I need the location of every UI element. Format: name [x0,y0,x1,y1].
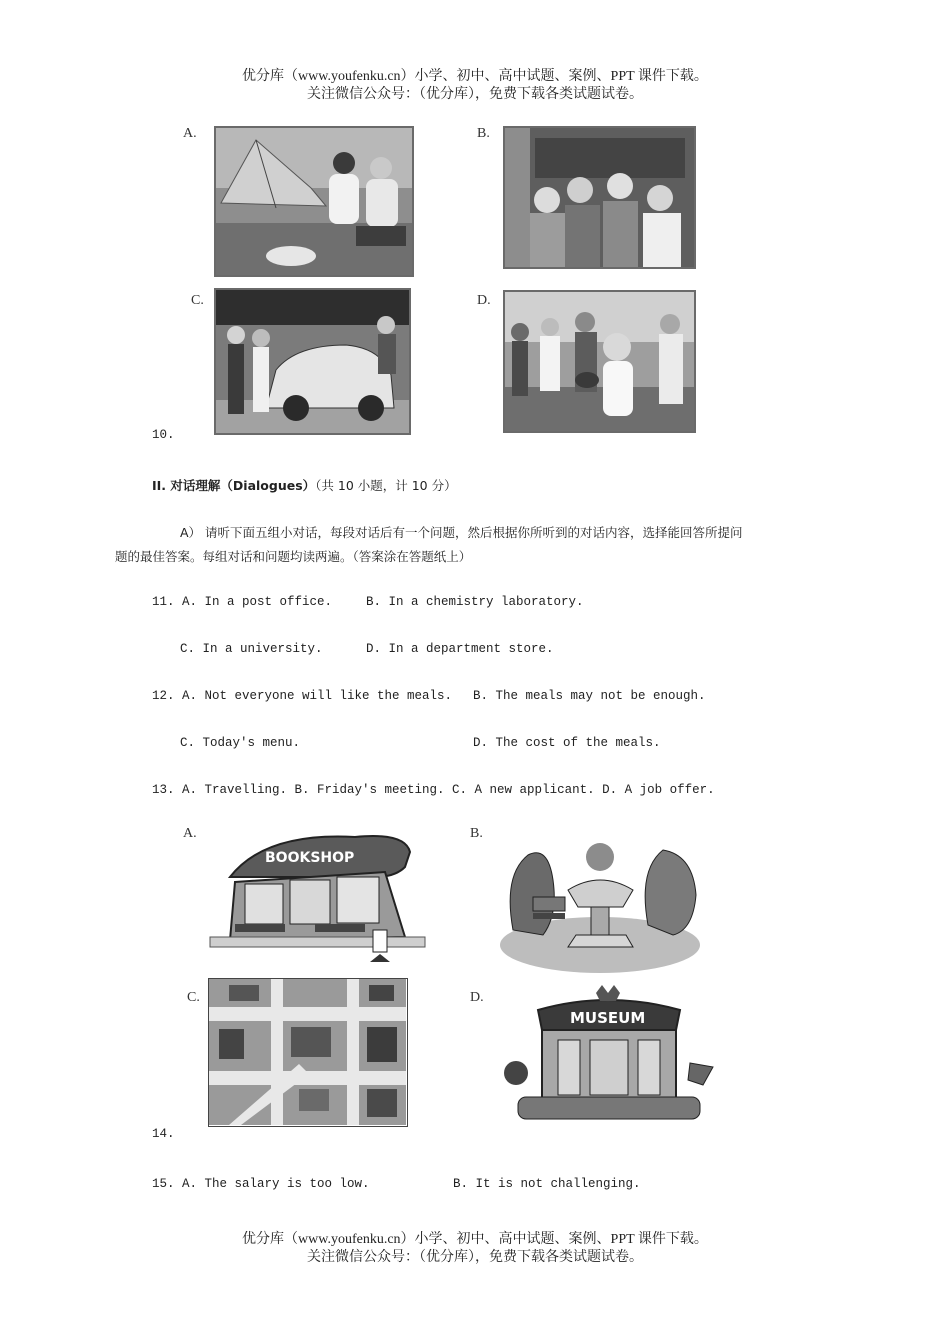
footer-line-1: 优分库（www.youfenku.cn）小学、初中、高中试题、案例、PPT 课件下载。 [242,1232,708,1247]
q11-option-b: B. In a chemistry laboratory. [366,595,584,609]
camping-photo [214,126,414,277]
q10-option-b-label: B. [477,126,490,141]
party-photo [503,126,696,269]
q12-option-d: D. The cost of the meals. [473,736,661,750]
q14-option-a-label: A. [183,826,197,841]
instruction-line-1: A） 请听下面五组小对话，每段对话后有一个问题，然后根据你所听到的对话内容，选择能回答所提问 [180,525,743,540]
museum-sign: MUSEUM [570,1009,646,1027]
q14-option-b-label: B. [470,826,483,841]
museum-drawing [498,985,720,1130]
bookshop-drawing [205,822,430,972]
q10-option-c-label: C. [191,293,204,308]
q14-option-d-label: D. [470,990,484,1005]
bookshop-sign: BOOKSHOP [265,850,355,866]
q11-option-a: 11. A. In a post office. [152,595,333,609]
park-fountain-drawing [498,835,703,975]
footer-line-2: 关注微信公众号：（优分库），免费下载各类试题试卷。 [307,1250,643,1265]
q14-option-c-label: C. [187,990,200,1005]
header-line-2: 关注微信公众号：（优分库），免费下载各类试题试卷。 [307,87,643,102]
q10-number: 10. [152,428,175,442]
header-line-1: 优分库（www.youfenku.cn）小学、初中、高中试题、案例、PPT 课件下载。 [242,69,708,84]
football-photo [503,290,696,433]
q13-options: 13. A. Travelling. B. Friday's meeting. C. A new applicant. D. A job offer. [152,783,715,797]
instruction-line-2: 题的最佳答案。每组对话和问题均读两遍。（答案涂在答题纸上） [115,549,472,564]
street-map-drawing [208,978,408,1127]
q12-option-a: 12. A. Not everyone will like the meals. [152,689,453,703]
q10-option-a-label: A. [183,126,197,141]
q14-number: 14. [152,1127,175,1141]
section-score: （共 10 小题，计 10 分） [315,478,457,493]
q12-option-b: B. The meals may not be enough. [473,689,706,703]
q11-option-d: D. In a department store. [366,642,554,656]
car-wash-photo [214,288,411,435]
q11-option-c: C. In a university. [180,642,323,656]
q12-option-c: C. Today's menu. [180,736,301,750]
section-title [152,476,457,494]
section-title-text: II. 对话理解（Dialogues） [152,478,316,493]
q10-option-d-label: D. [477,293,491,308]
q15-option-a: 15. A. The salary is too low. [152,1177,370,1191]
q15-option-b: B. It is not challenging. [453,1177,641,1191]
